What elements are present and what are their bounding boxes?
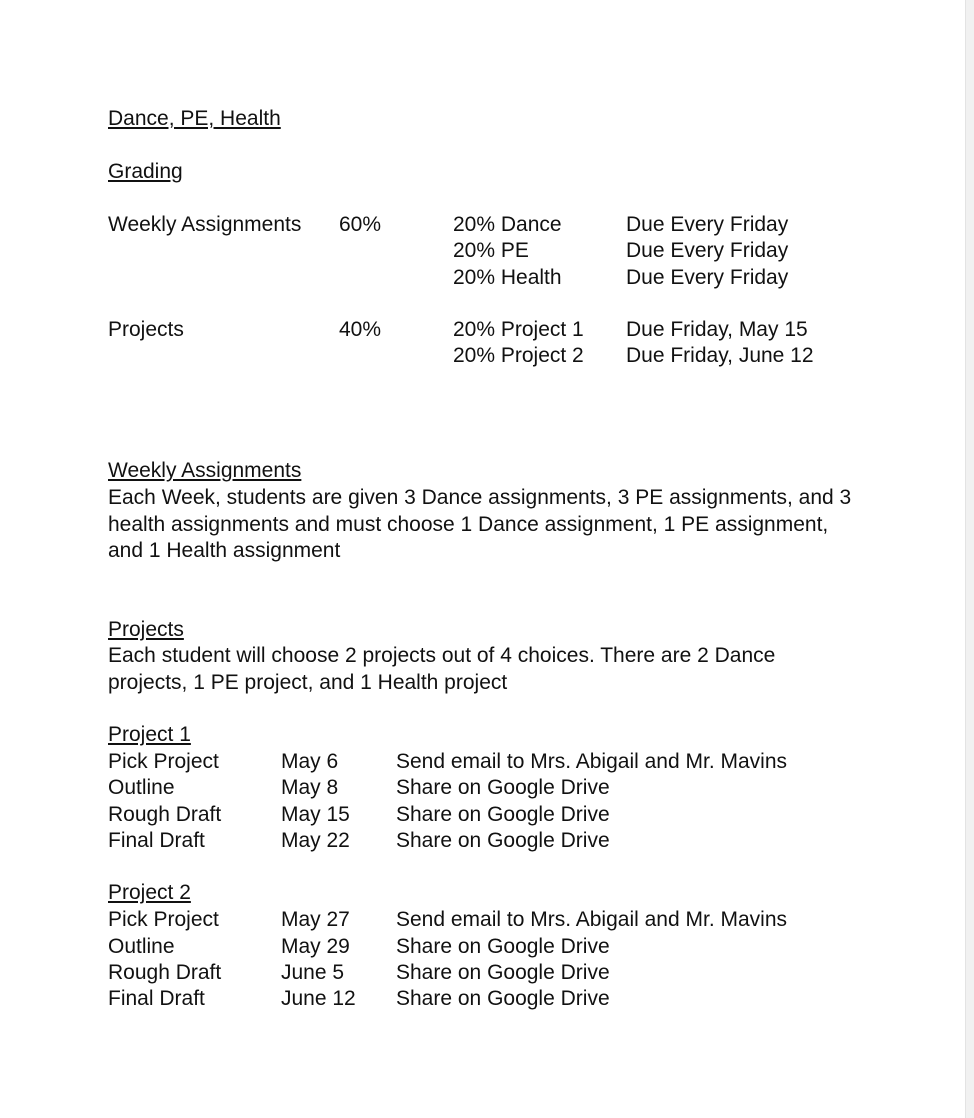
project-2-heading: Project 2: [108, 881, 191, 904]
schedule-step: Outline: [108, 776, 175, 799]
grading-weekly-weight: 60%: [339, 213, 382, 236]
grading-heading: Grading: [108, 160, 183, 183]
projects-heading: Projects: [108, 618, 184, 641]
projects-body: Each student will choose 2 projects out of 4 choices. There are 2 Dance projects, 1 PE project, and 1 Health project: [108, 644, 776, 694]
grading-weekly-part: 20% PE: [453, 239, 529, 262]
grading-weekly-part: 20% Dance: [453, 213, 562, 236]
schedule-action: Share on Google Drive: [396, 961, 610, 984]
schedule-action: Send email to Mrs. Abigail and Mr. Mavins: [396, 750, 788, 773]
weekly-assignments-heading: Weekly Assignments: [108, 459, 302, 482]
schedule-action: Share on Google Drive: [396, 776, 610, 799]
schedule-action: Send email to Mrs. Abigail and Mr. Mavins: [396, 908, 788, 931]
schedule-date: May 8: [281, 776, 339, 799]
schedule-date: May 27: [281, 908, 350, 931]
schedule-date: May 15: [281, 803, 350, 826]
project-1-heading: Project 1: [108, 723, 191, 746]
weekly-assignments-body: Each Week, students are given 3 Dance assignments, 3 PE assignments, and 3 health assignments and must choose 1 Dance assignment, 1 PE assignment, and 1 Health assignment: [108, 486, 852, 562]
schedule-step: Rough Draft: [108, 803, 222, 826]
schedule-date: June 12: [281, 987, 356, 1010]
schedule-date: May 6: [281, 750, 339, 773]
schedule-date: June 5: [281, 961, 345, 984]
grading-weekly-due: Due Every Friday: [626, 239, 789, 262]
page-gutter: [966, 0, 974, 1118]
schedule-step: Final Draft: [108, 987, 205, 1010]
schedule-step: Rough Draft: [108, 961, 222, 984]
schedule-action: Share on Google Drive: [396, 829, 610, 852]
grading-weekly-due: Due Every Friday: [626, 266, 789, 289]
document-title: Dance, PE, Health: [108, 107, 281, 130]
schedule-action: Share on Google Drive: [396, 803, 610, 826]
schedule-date: May 22: [281, 829, 350, 852]
schedule-step: Outline: [108, 935, 175, 958]
grading-projects-due: Due Friday, June 12: [626, 344, 814, 367]
grading-projects-part: 20% Project 2: [453, 344, 584, 367]
grading-weekly-label: Weekly Assignments: [108, 213, 302, 236]
grading-projects-part: 20% Project 1: [453, 318, 584, 341]
grading-projects-label: Projects: [108, 318, 184, 341]
schedule-step: Final Draft: [108, 829, 205, 852]
schedule-date: May 29: [281, 935, 350, 958]
schedule-action: Share on Google Drive: [396, 987, 610, 1010]
grading-projects-due: Due Friday, May 15: [626, 318, 808, 341]
schedule-step: Pick Project: [108, 908, 219, 931]
grading-weekly-part: 20% Health: [453, 266, 562, 289]
grading-weekly-due: Due Every Friday: [626, 213, 789, 236]
schedule-step: Pick Project: [108, 750, 219, 773]
schedule-action: Share on Google Drive: [396, 935, 610, 958]
grading-projects-weight: 40%: [339, 318, 382, 341]
